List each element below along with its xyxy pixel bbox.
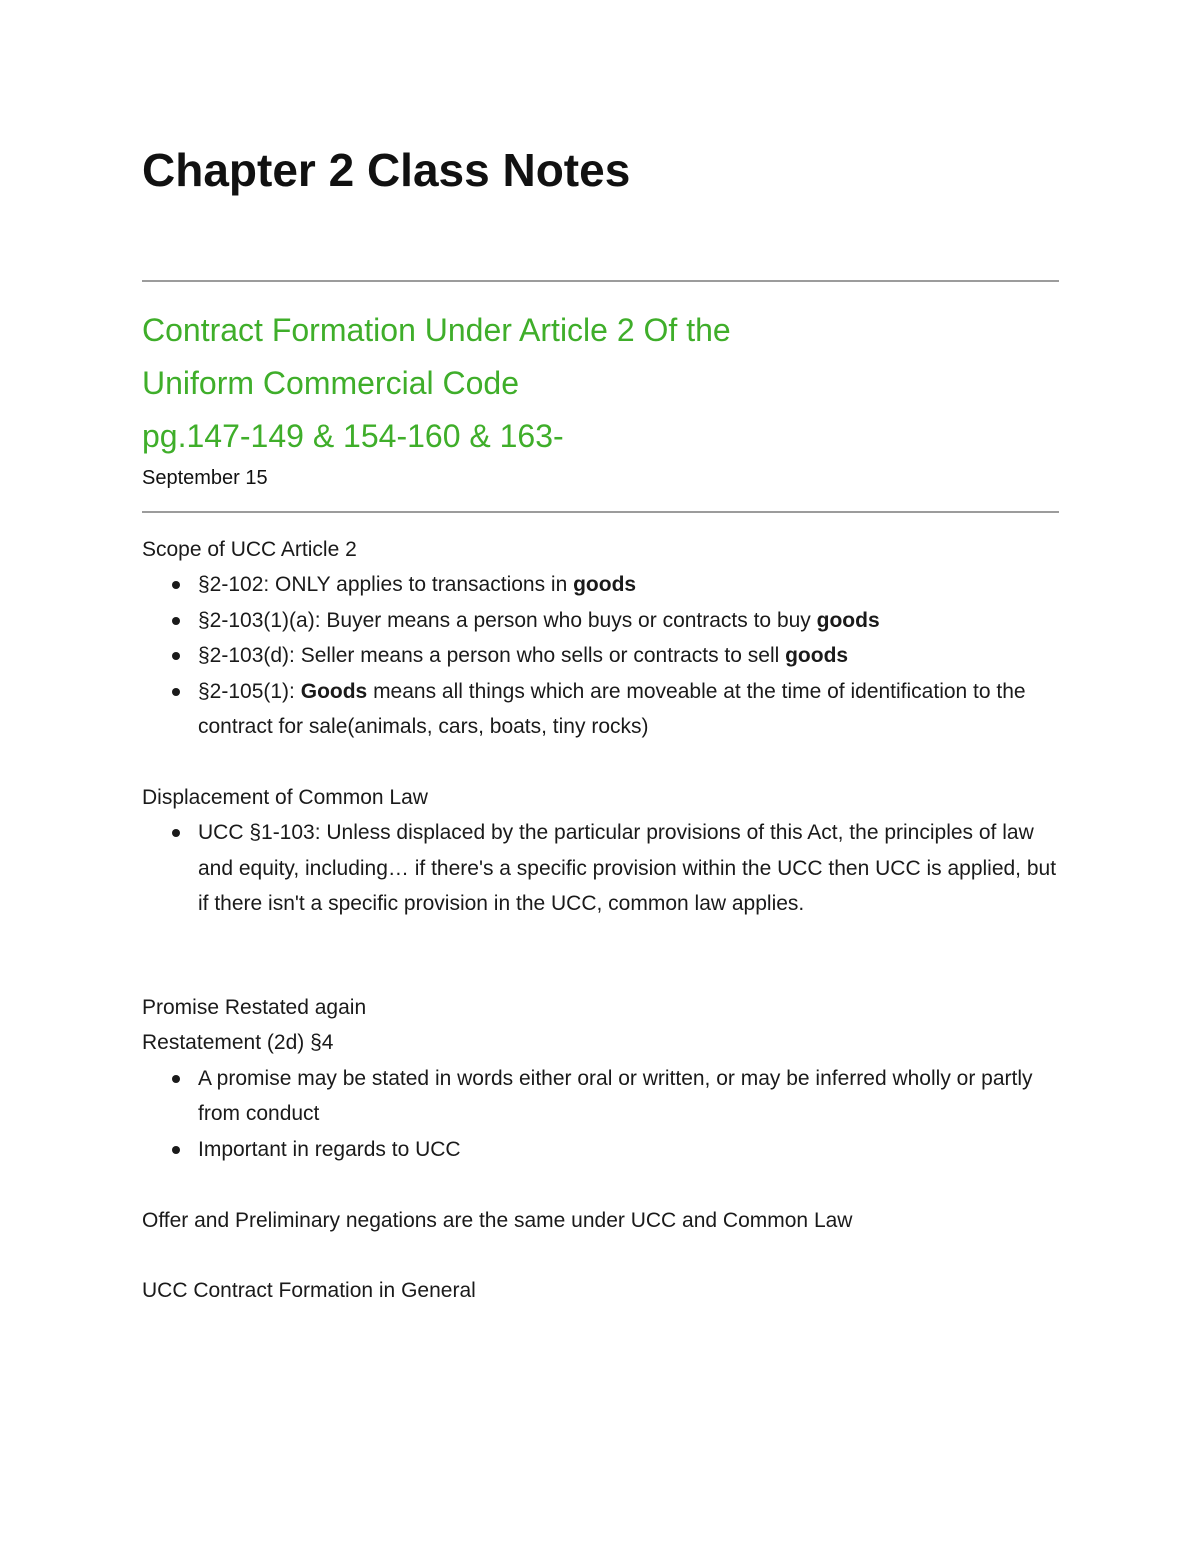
promise-section <box>142 990 1059 1167</box>
promise-list <box>142 1061 1059 1167</box>
promise-heading: Promise Restated again <box>142 996 367 1019</box>
divider-bottom <box>142 511 1059 513</box>
scope-item-2-bold: goods <box>816 608 880 632</box>
promise-item-1-text: A promise may be stated in words either oral or written, or may be inferred wholly or partly from conduct <box>198 1066 1033 1126</box>
bullet-icon <box>172 652 180 660</box>
divider-top <box>142 280 1059 282</box>
scope-list <box>142 567 1059 744</box>
list-item <box>142 1061 1059 1132</box>
list-item <box>142 638 1059 673</box>
section-heading-line-1: Contract Formation Under Article 2 Of the <box>142 312 731 348</box>
scope-item-4-bold: Goods <box>300 679 368 703</box>
bullet-icon <box>172 1075 180 1083</box>
list-item <box>142 603 1059 638</box>
offer-note-section <box>142 1203 1059 1238</box>
displacement-section <box>142 780 1059 922</box>
formation-heading: UCC Contract Formation in General <box>142 1279 476 1302</box>
bullet-icon <box>172 1146 180 1154</box>
section-heading-line-3: pg.147-149 & 154-160 & 163- <box>142 418 564 454</box>
note-date: September 15 <box>142 467 268 489</box>
scope-item-4-post: means all things which are moveable at the time of identification to the contract for sale(animals, cars, boats, tiny rocks) <box>198 679 1026 739</box>
scope-section <box>142 532 1059 744</box>
bullet-icon <box>172 688 180 696</box>
bullet-icon <box>172 617 180 625</box>
scope-item-4-text: §2-105(1): <box>198 679 301 703</box>
list-item <box>142 567 1059 602</box>
page-title: Chapter 2 Class Notes <box>142 144 631 196</box>
scope-item-1-bold: goods <box>573 573 637 597</box>
list-item <box>142 815 1059 921</box>
scope-heading: Scope of UCC Article 2 <box>142 538 357 561</box>
section-heading-line-2: Uniform Commercial Code <box>142 365 519 401</box>
section-heading <box>142 304 731 463</box>
promise-item-2-text: Important in regards to UCC <box>198 1137 461 1161</box>
list-item <box>142 1132 1059 1167</box>
bullet-icon <box>172 581 180 589</box>
displacement-list <box>142 815 1059 921</box>
list-item <box>142 674 1059 745</box>
displacement-heading: Displacement of Common Law <box>142 786 428 809</box>
scope-item-3-bold: goods <box>785 644 849 668</box>
scope-item-3-text: §2-103(d): Seller means a person who sells or contracts to sell <box>198 644 786 668</box>
displacement-item-1-text: UCC §1-103: Unless displaced by the particular provisions of this Act, the principles of law and equity, including… if there's a specific provision within the UCC then UCC is applied, but if there isn't a specific provision in the UCC, common law applies. <box>198 821 1057 916</box>
bullet-icon <box>172 829 180 837</box>
scope-item-2-text: §2-103(1)(a): Buyer means a person who buys or contracts to buy <box>198 608 817 632</box>
promise-subheading: Restatement (2d) §4 <box>142 1031 334 1055</box>
scope-item-1-text: §2-102: ONLY applies to transactions in <box>198 573 574 597</box>
formation-section <box>142 1273 1059 1308</box>
offer-note: Offer and Preliminary negations are the same under UCC and Common Law <box>142 1209 853 1232</box>
